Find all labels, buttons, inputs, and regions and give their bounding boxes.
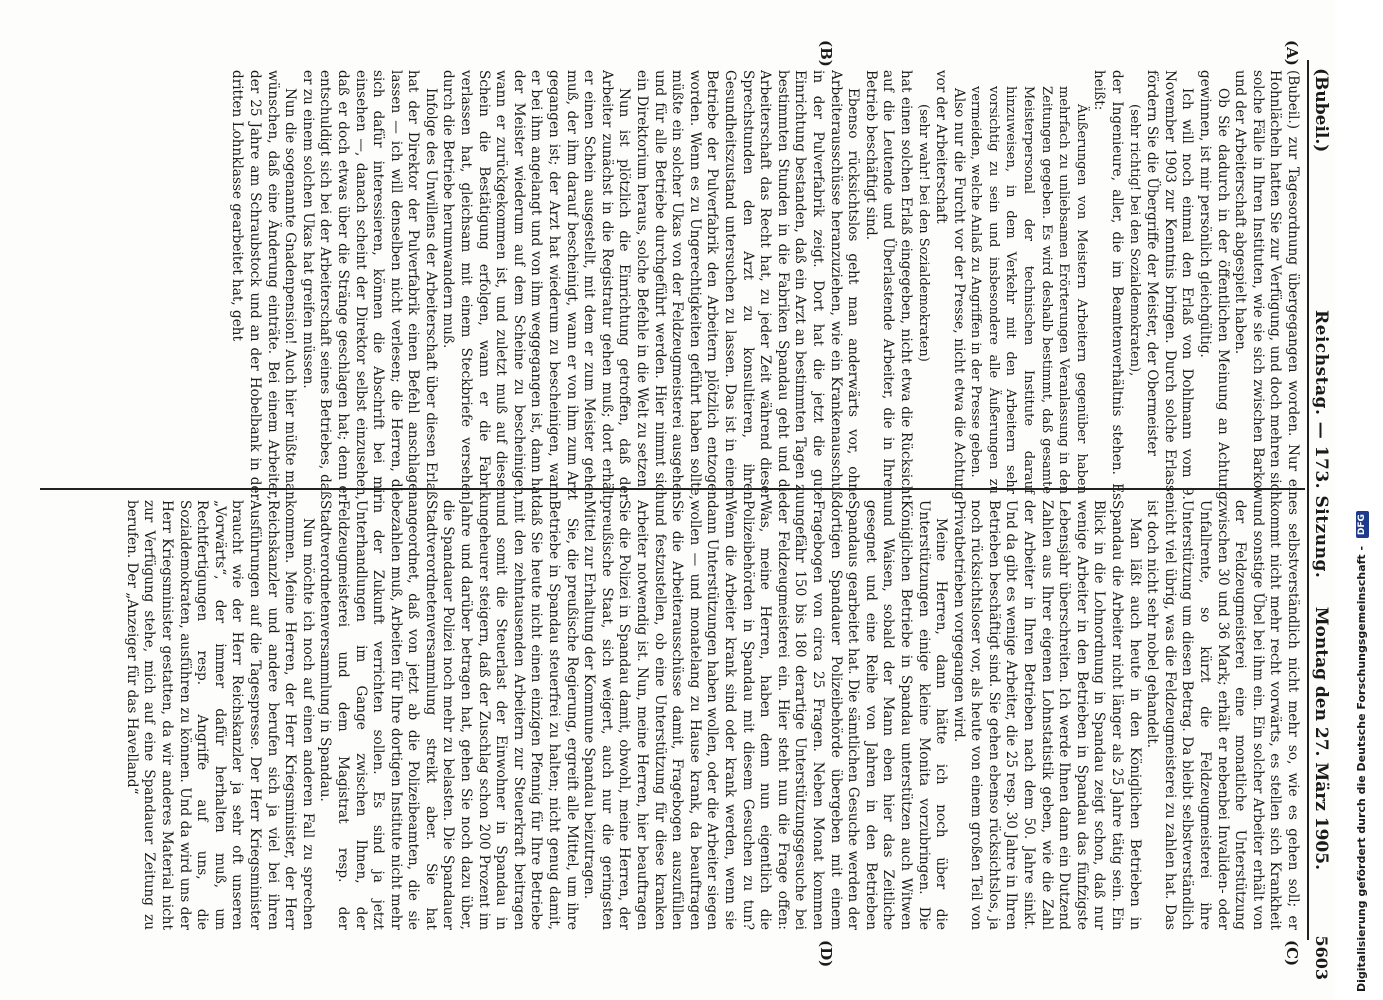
paragraph: Ebenso rücksichtslos geht man anderwärts vor, ohne Arbeiterausschüsse heranzuziehen, wie ein Krankenausschuß in der Pulverfabrik zeigt. Dort hat die jetzt die gute Einrichtung bestanden, daß ein Arzt an bestimmten Tagen zu bestimmten Stunden in die Fabriken Spandau geht und die Arbeiterschaft das Recht hat, zu jeder Zeit während dieser Sprechstunden den Arzt zu konsultieren, ihren Gesundheitszustand untersuchen zu lassen. Das ist in einem Betriebe der Pulverfabrik den Arbeitern plötzlich entzogen worden. Wenn es zu Ungerechtigkeiten geführt haben sollte, müßte ein solcher Ukas von der Feldzeugmeisterei ausgehen und für alle Betriebe durchgeführt werden. Hier nimmt sich ein Direktorium heraus, solche Befehle in die Welt zu setzen.	[634, 70, 862, 500]
paragraph: (Bubeil.) zur Tagesordnung übergegangen worden. Nur ein Hohnlächeln hatten Sie zur Verfügung, und doch mehren sich solche Fälle in Ihren Instituten, wie sie sich zwischen Barkow und der Arbeiterschaft abgespielt haben.	[1232, 70, 1301, 500]
credit-text-line	[1347, 0, 1377, 1000]
paragraph: Nun möchte ich noch auf einen anderen Fall zu sprechen kommen. Meine Herren, der Herr Kriegsminister, der Herr Reichskanzler und andere berufen sich ja viel bei ihren Ausführungen auf die Tagespresse. Der Herr Kriegsminister braucht wie der Herr Reichskanzler ja sehr oft unseren „Vorwärts“, der immer dafür herhalten muß, um Rechtfertigungen resp. Angriffe auf uns, die Sozialdemokraten, ausführen zu können. Und da wird uns der Herr Kriegsminister gestatten, da wir anderes Material nicht zur Verfügung stehe, mich auf eine Spandauer Zeitung zu berufen. Der „Anzeiger für das Havelland“	[123, 500, 316, 930]
header-speaker: (Bubeil.)	[1311, 68, 1331, 153]
column-divider	[40, 488, 1305, 490]
margin-marker-c: (C)	[1283, 940, 1301, 967]
page-header	[1307, 60, 1331, 980]
interjection: (sehr richtig! bei den Sozialdemokraten),	[1126, 104, 1142, 377]
paragraph: es selbstverständlich nicht mehr so, wie es gehen soll; er kommt nicht mehr recht vorwärts, es stellen sich Krankheit und sonstige Übel bei ihm ein. Ein solcher Arbeiter erhält von der Feldzeugmeisterei eine monatliche Unterstützung zwischen 30 und 36 Mark; erhält er nebenbei Invaliden- oder Unfallrente, so kürzt die Feldzeugmeisterei ihre Unterstützung um diesen Betrag. Da bleibt selbstverständlich nicht viel übrig, was die Feldzeugmeisterei zu zahlen hat. Das ist doch nicht sehr nobel gehandelt.	[1144, 500, 1301, 930]
digitization-credit	[1347, 0, 1377, 1000]
paragraph: Nun ist plötzlich die Einrichtung getroffen, daß der Arbeiter zunächst in die Registratur gehen muß; dort erhält er einen Schein ausgestellt, mit dem er zum Meister gehen muß, der ihm darauf bescheinigt, wann er von ihm zum Arzt gegangen ist; der Arzt hat wiederum zu bescheinigen, wann er bei ihm angelangt und von ihm weggegangen ist, dann hat der Meister wiederum auf dem Scheine zu bescheinigen, wann er zurückgekommen ist, und zuletzt muß auf diesem Schein die Bestätigung erfolgen, wann er die Fabrik verlassen hat, gleichsam mit einem Steckbriefe versehen durch die Betriebe herumwandern muß.	[440, 70, 633, 500]
margin-marker-a: (A)	[1283, 40, 1301, 66]
right-column	[60, 500, 1301, 930]
paragraph: der Ingenieure, aller, die im Beamtenverhältnis stehen. Es heißt:	[1091, 70, 1126, 500]
paragraph: Nun die sogenannte Gnadenpension! Auch hier müßte man wünschen, daß eine Änderung einträte. Bei einem Arbeiter, der 25 Jahre am Schraubstock und an der Hobelbank in der dritten Lohnklasse gearbeitet hat, geht	[229, 70, 299, 500]
dfg-logo: DFG	[1356, 511, 1369, 538]
quotation: Äußerungen von Meistern Arbeitern gegenüber haben mehrfach zu unliebsamen Erörterungen Veranlassung in den Zeitungen gegeben. Es wird deshalb bestimmt, daß gesamte Meisterpersonal der technischen Institute darauf hinzuweisen, in dem Verkehr mit den Arbeitern sehr vorsichtig zu sein und insbesondere alle Äußerungen zu vermeiden, welche Anlaß zu Angriffen in der Presse geben.	[968, 86, 1089, 494]
margin-marker-d: (D)	[817, 940, 835, 968]
paragraph: Sie, die preußische Regierung, ergreift alle Mittel, um ihre Betriebe in Spandau steuerfrei zu halten; nicht genug damit, daß Sie heute nicht einen einzigen Pfennig für Ihre Betriebe mit den zehntausenden Arbeitern zur Steuerkraft beitragen und somit die Steuerlast der Einwohner in Spandau in ungeheurer steigern, daß der Zuschlag schon 200 Prozent im Jahre und darüber betragen hat, gehen Sie noch dazu über, die Spandauer Polizei noch mehr zu belasten. Die Spandauer Stadtverordnetenversammlung streikt aber. Sie hat angeordnet, daß von jetzt ab die Polizeibeamten, die sie bezahlen muß, Arbeiten für Ihre dortigen Institute nicht mehr in der Zukunft verrichten sollen. Es sind ja jetzt Unterhandlungen im Gange zwischen Ihnen, der Feldzeugmeisterei und dem Magistrat resp. der Stadtverordnetenversammlung in Spandau.	[317, 500, 580, 930]
paragraph: Ob Sie dadurch in der öffentlichen Meinung an Achtung gewinnen, ist mir persönlich gleichgültig.	[1197, 70, 1231, 500]
credit-text: Digitalisierung gefördert durch die Deutsche Forschungsgemeinschaft -	[1355, 545, 1368, 992]
paragraph: Meine Herren, dann hätte ich noch über die Unterstützungen einige kleine Monita vorzubringen. Die Königlichen Betriebe in Spandau unterstützen auch Witwen und Waisen, sobald der Mann eben hier das Zeitliche gesegnet und eine Reihe von Jahren in den Betrieben Spandaus gearbeitet hat. Die sämtlichen Gesuche werden der dortigen Spandauer Polizeibehörde übergeben mit einem Fragebogen von circa 25 Fragen. Neben Monat kommen ungefähr 150 bis 180 derartige Unterstützungsgesuche bei der Feldzeugmeisterei ein. Hier steht nun die Frage offen: Was, meine Herren, haben denn nun eigentlich die Polizeibehörden in Spandau mit diesem Gesuchen zu tun? Wenn die Arbeiter krank sind oder krank werden, wenn sie dann Unterstützungen haben wollen, oder die Arbeiter siegen wollen — und monatelang zu Hause krank, da beauftragen Sie die Arbeiterausschüsse damit, Fragebogen auszufüllen und festzustellen, ob eine Unterstützung für diese kranken Arbeiter notwendig ist. Nun, meine Herren, hier beauftragen Sie die Polizei in Spandau damit, obwohl, meine Herren, der preußische Staat, sich weigert, auch nur die geringsten Mittel zur Erhaltung der Kommune Spandau beizutragen.	[581, 500, 950, 930]
left-column	[60, 70, 1301, 500]
paragraph: hat einen solchen Erlaß eingegeben, nicht etwa die Rücksicht auf die Leutende und Überlastende Arbeiter, die in Ihrem Betrieb beschäftigt sind.	[862, 70, 914, 500]
paragraph: Infolge des Unwillens der Arbeiterschaft über diesen Erlaß hat der Direktor der Pulverfabrik einen Befehl anschlagen lassen — ich will denselben nicht verlesen; die Herren, die sich dafür interessieren, können die Abschrift bei mir einsehen —, danach scheint der Direktor selbst einzusehen, daß er doch etwas über die Stränge geschlagen hat; denn er entschuldigt sich bei der Arbeiterschaft seines Betriebes, daß er zu einem solchen Ukas hat greifen müssen.	[299, 70, 439, 500]
margin-marker-b: (B)	[817, 40, 835, 67]
paragraph: Man läßt auch heute in den Königlichen Betrieben in Spandau die Arbeiter nicht länger als 25 Jahre tätig sein. Ein Blick in die Lohnordnung in Spandau zeigt schon, daß nur wenige Arbeiter in den Betrieben in Spandau das fünfzigste Lebensjahr überschreiten. Ich werde Ihnen dann ein Dutzend Zahlen aus Ihrer eigenen Lohnstatistik geben, wie die Zahl der Arbeiter in Ihren Betrieben nach dem 50. Jahre sinkt. Und da gibt es wenige Arbeiter, die 25 resp. 30 Jahre in Ihren Betrieben beschäftigt sind. Sie gehen ebenso rücksichtslos, ja noch rücksichtsloser vor, als heute von einem großen Teil von Privatbetrieben vorgegangen wird.	[950, 500, 1143, 930]
header-session: Reichstag. — 173. Sitzung.	[1311, 310, 1331, 579]
paragraph: Also nur die Furcht vor der Presse, nicht etwa die Achtung vor der Arbeiterschaft	[933, 70, 967, 500]
header-date-text: Montag den 27. März 1905.	[1311, 606, 1331, 870]
page-number: 5603	[1312, 935, 1331, 980]
interjection: (sehr wahr! bei den Sozialdemokraten)	[915, 104, 931, 362]
header-date	[1311, 60, 1331, 940]
paragraph: Ich will noch einmal den Erlaß von Dohlmann vom 9. November 1903 zur Kenntnis bringen. Durch solche Erlasse fördern Sie die Übergriffe der Meister, der Obermeister	[1144, 70, 1196, 500]
